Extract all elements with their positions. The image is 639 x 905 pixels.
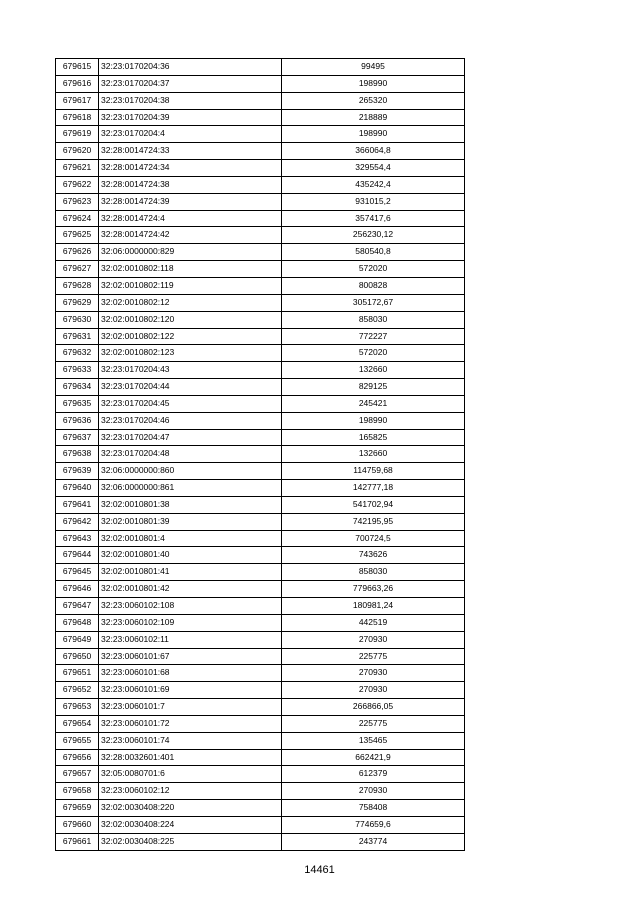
row-id-cell: 679635: [56, 395, 99, 412]
cadastral-number-cell: 32:06:0000000:861: [99, 480, 282, 497]
value-cell: 270930: [282, 682, 465, 699]
value-cell: 142777,18: [282, 480, 465, 497]
cadastral-number-cell: 32:23:0170204:4: [99, 126, 282, 143]
value-cell: 772227: [282, 328, 465, 345]
value-cell: 114759,68: [282, 463, 465, 480]
cadastral-number-cell: 32:02:0010802:12: [99, 294, 282, 311]
value-cell: 270930: [282, 783, 465, 800]
cadastral-number-cell: 32:23:0170204:47: [99, 429, 282, 446]
cadastral-number-cell: 32:23:0170204:45: [99, 395, 282, 412]
row-id-cell: 679624: [56, 210, 99, 227]
value-cell: 198990: [282, 126, 465, 143]
cadastral-number-cell: 32:23:0060101:69: [99, 682, 282, 699]
value-cell: 700724,5: [282, 530, 465, 547]
row-id-cell: 679636: [56, 412, 99, 429]
table-row: [56, 143, 465, 160]
row-id-cell: 679621: [56, 160, 99, 177]
cadastral-number-cell: 32:28:0014724:33: [99, 143, 282, 160]
table-row: [56, 92, 465, 109]
table-row: [56, 816, 465, 833]
value-cell: 132660: [282, 446, 465, 463]
row-id-cell: 679616: [56, 75, 99, 92]
page-number: 14461: [304, 864, 335, 876]
table-row: [56, 665, 465, 682]
row-id-cell: 679628: [56, 277, 99, 294]
cadastral-number-cell: 32:02:0010801:42: [99, 581, 282, 598]
row-id-cell: 679660: [56, 816, 99, 833]
table-row: [56, 261, 465, 278]
cadastral-number-cell: 32:02:0010801:41: [99, 564, 282, 581]
row-id-cell: 679622: [56, 176, 99, 193]
row-id-cell: 679615: [56, 59, 99, 76]
cadastral-number-cell: 32:02:0010801:38: [99, 496, 282, 513]
table-row: [56, 699, 465, 716]
table-row: [56, 446, 465, 463]
row-id-cell: 679649: [56, 631, 99, 648]
value-cell: 198990: [282, 75, 465, 92]
row-id-cell: 679641: [56, 496, 99, 513]
table-row: [56, 766, 465, 783]
table-row: [56, 160, 465, 177]
row-id-cell: 679647: [56, 598, 99, 615]
row-id-cell: 679650: [56, 648, 99, 665]
value-cell: 329554,4: [282, 160, 465, 177]
row-id-cell: 679644: [56, 547, 99, 564]
row-id-cell: 679653: [56, 699, 99, 716]
table-row: [56, 564, 465, 581]
value-cell: 743626: [282, 547, 465, 564]
cadastral-number-cell: 32:02:0030408:224: [99, 816, 282, 833]
value-cell: 198990: [282, 412, 465, 429]
value-cell: 612379: [282, 766, 465, 783]
row-id-cell: 679630: [56, 311, 99, 328]
row-id-cell: 679619: [56, 126, 99, 143]
table-row: [56, 193, 465, 210]
cadastral-number-cell: 32:28:0014724:42: [99, 227, 282, 244]
value-cell: 800828: [282, 277, 465, 294]
cadastral-number-cell: 32:23:0060102:11: [99, 631, 282, 648]
value-cell: 243774: [282, 833, 465, 850]
table-row: [56, 379, 465, 396]
cadastral-number-cell: 32:23:0170204:39: [99, 109, 282, 126]
row-id-cell: 679643: [56, 530, 99, 547]
table-row: [56, 581, 465, 598]
cadastral-number-cell: 32:23:0060101:74: [99, 732, 282, 749]
value-cell: 572020: [282, 261, 465, 278]
cadastral-number-cell: 32:02:0010801:39: [99, 513, 282, 530]
table-row: [56, 631, 465, 648]
cadastral-number-cell: 32:28:0014724:4: [99, 210, 282, 227]
value-cell: 256230,12: [282, 227, 465, 244]
table-row: [56, 328, 465, 345]
value-cell: 266866,05: [282, 699, 465, 716]
value-cell: 357417,6: [282, 210, 465, 227]
row-id-cell: 679651: [56, 665, 99, 682]
table-row: [56, 126, 465, 143]
cadastral-number-cell: 32:23:0170204:43: [99, 362, 282, 379]
row-id-cell: 679638: [56, 446, 99, 463]
cadastral-number-cell: 32:02:0010802:118: [99, 261, 282, 278]
row-id-cell: 679642: [56, 513, 99, 530]
table-row: [56, 496, 465, 513]
row-id-cell: 679623: [56, 193, 99, 210]
table-row: [56, 463, 465, 480]
value-cell: 270930: [282, 631, 465, 648]
row-id-cell: 679626: [56, 244, 99, 261]
cadastral-number-cell: 32:23:0170204:46: [99, 412, 282, 429]
table-row: [56, 277, 465, 294]
table-row: [56, 480, 465, 497]
value-cell: 858030: [282, 564, 465, 581]
value-cell: 218889: [282, 109, 465, 126]
value-cell: 132660: [282, 362, 465, 379]
value-cell: 662421,9: [282, 749, 465, 766]
cadastral-number-cell: 32:23:0170204:37: [99, 75, 282, 92]
value-cell: 779663,26: [282, 581, 465, 598]
cadastral-number-cell: 32:02:0030408:225: [99, 833, 282, 850]
row-id-cell: 679656: [56, 749, 99, 766]
row-id-cell: 679627: [56, 261, 99, 278]
row-id-cell: 679629: [56, 294, 99, 311]
row-id-cell: 679625: [56, 227, 99, 244]
value-cell: 225775: [282, 648, 465, 665]
cadastral-number-cell: 32:02:0010802:119: [99, 277, 282, 294]
value-cell: 931015,2: [282, 193, 465, 210]
table-row: [56, 732, 465, 749]
value-cell: 180981,24: [282, 598, 465, 615]
cadastral-number-cell: 32:06:0000000:829: [99, 244, 282, 261]
cadastral-number-cell: 32:02:0010801:40: [99, 547, 282, 564]
value-cell: 366064,8: [282, 143, 465, 160]
cadastral-number-cell: 32:23:0170204:38: [99, 92, 282, 109]
table-row: [56, 648, 465, 665]
value-cell: 442519: [282, 614, 465, 631]
table-row: [56, 311, 465, 328]
value-cell: 165825: [282, 429, 465, 446]
cadastral-number-cell: 32:28:0014724:39: [99, 193, 282, 210]
cadastral-number-cell: 32:02:0010802:123: [99, 345, 282, 362]
table-row: [56, 412, 465, 429]
table-row: [56, 75, 465, 92]
value-cell: 580540,8: [282, 244, 465, 261]
cadastral-number-cell: 32:05:0080701:6: [99, 766, 282, 783]
table-row: [56, 244, 465, 261]
value-cell: 225775: [282, 715, 465, 732]
value-cell: 829125: [282, 379, 465, 396]
cadastral-number-cell: 32:23:0060101:67: [99, 648, 282, 665]
cadastral-number-cell: 32:02:0010802:120: [99, 311, 282, 328]
cadastral-number-cell: 32:23:0170204:48: [99, 446, 282, 463]
table-row: [56, 800, 465, 817]
row-id-cell: 679634: [56, 379, 99, 396]
cadastral-number-cell: 32:28:0032601:401: [99, 749, 282, 766]
value-cell: 435242,4: [282, 176, 465, 193]
row-id-cell: 679646: [56, 581, 99, 598]
cadastral-value-table: [55, 58, 465, 851]
table-row: [56, 833, 465, 850]
cadastral-number-cell: 32:23:0060102:12: [99, 783, 282, 800]
value-cell: 858030: [282, 311, 465, 328]
table-row: [56, 530, 465, 547]
table-row: [56, 362, 465, 379]
table-row: [56, 210, 465, 227]
cadastral-number-cell: 32:23:0060101:7: [99, 699, 282, 716]
cadastral-number-cell: 32:28:0014724:38: [99, 176, 282, 193]
table-row: [56, 294, 465, 311]
cadastral-number-cell: 32:23:0170204:36: [99, 59, 282, 76]
document-table-container: [55, 58, 465, 851]
row-id-cell: 679645: [56, 564, 99, 581]
table-row: [56, 429, 465, 446]
row-id-cell: 679655: [56, 732, 99, 749]
cadastral-number-cell: 32:28:0014724:34: [99, 160, 282, 177]
row-id-cell: 679620: [56, 143, 99, 160]
value-cell: 305172,67: [282, 294, 465, 311]
row-id-cell: 679637: [56, 429, 99, 446]
value-cell: 270930: [282, 665, 465, 682]
value-cell: 135465: [282, 732, 465, 749]
table-body: [56, 59, 465, 851]
row-id-cell: 679633: [56, 362, 99, 379]
row-id-cell: 679654: [56, 715, 99, 732]
row-id-cell: 679639: [56, 463, 99, 480]
value-cell: 265320: [282, 92, 465, 109]
cadastral-number-cell: 32:02:0010801:4: [99, 530, 282, 547]
value-cell: 99495: [282, 59, 465, 76]
cadastral-number-cell: 32:02:0030408:220: [99, 800, 282, 817]
value-cell: 742195,95: [282, 513, 465, 530]
value-cell: 774659,6: [282, 816, 465, 833]
table-row: [56, 749, 465, 766]
table-row: [56, 783, 465, 800]
cadastral-number-cell: 32:23:0060102:108: [99, 598, 282, 615]
table-row: [56, 59, 465, 76]
row-id-cell: 679617: [56, 92, 99, 109]
table-row: [56, 598, 465, 615]
table-row: [56, 345, 465, 362]
row-id-cell: 679631: [56, 328, 99, 345]
row-id-cell: 679618: [56, 109, 99, 126]
value-cell: 541702,94: [282, 496, 465, 513]
cadastral-number-cell: 32:02:0010802:122: [99, 328, 282, 345]
row-id-cell: 679657: [56, 766, 99, 783]
table-row: [56, 715, 465, 732]
table-row: [56, 547, 465, 564]
table-row: [56, 395, 465, 412]
cadastral-number-cell: 32:23:0170204:44: [99, 379, 282, 396]
row-id-cell: 679661: [56, 833, 99, 850]
table-row: [56, 682, 465, 699]
table-row: [56, 513, 465, 530]
row-id-cell: 679659: [56, 800, 99, 817]
cadastral-number-cell: 32:23:0060101:68: [99, 665, 282, 682]
cadastral-number-cell: 32:23:0060102:109: [99, 614, 282, 631]
table-row: [56, 176, 465, 193]
row-id-cell: 679632: [56, 345, 99, 362]
cadastral-number-cell: 32:23:0060101:72: [99, 715, 282, 732]
row-id-cell: 679658: [56, 783, 99, 800]
value-cell: 572020: [282, 345, 465, 362]
table-row: [56, 614, 465, 631]
row-id-cell: 679652: [56, 682, 99, 699]
table-row: [56, 109, 465, 126]
row-id-cell: 679640: [56, 480, 99, 497]
value-cell: 758408: [282, 800, 465, 817]
table-row: [56, 227, 465, 244]
cadastral-number-cell: 32:06:0000000:860: [99, 463, 282, 480]
row-id-cell: 679648: [56, 614, 99, 631]
value-cell: 245421: [282, 395, 465, 412]
